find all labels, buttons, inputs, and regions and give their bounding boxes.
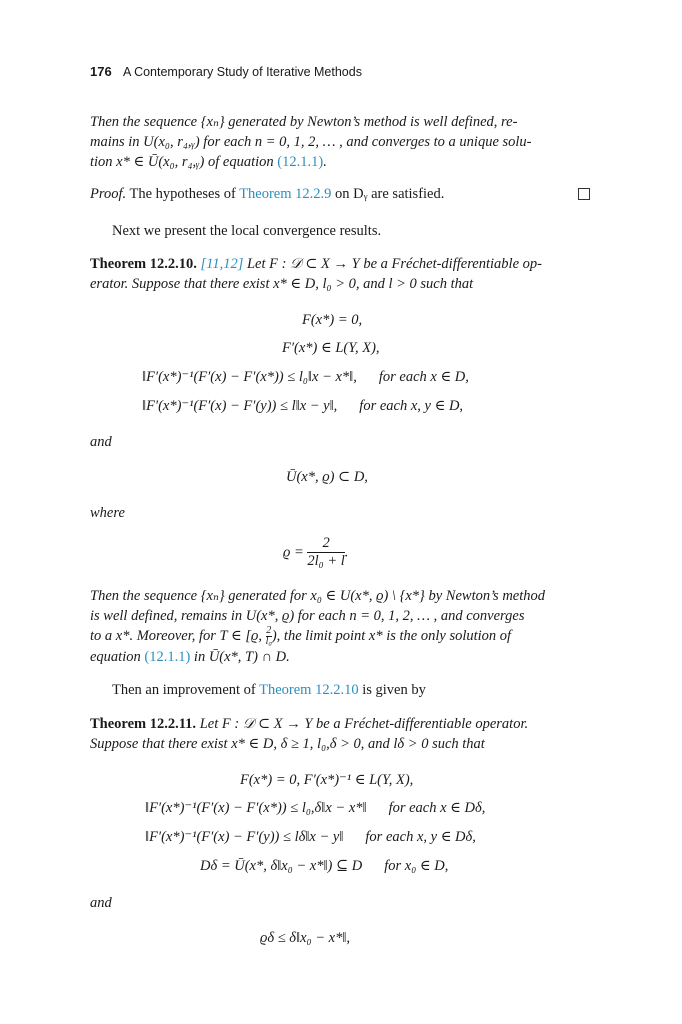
connective-and: and [90, 434, 112, 450]
equation: ‖F′(x*)⁻¹(F′(x) − F′(x*)) ≤ l₀,δ‖x − x*‖ for each x ∈ Dδ, [145, 800, 486, 816]
theorem-label: Theorem 12.2.10. [90, 256, 197, 272]
citation-link[interactable]: [11,12] [200, 256, 244, 272]
equation: ‖F′(x*)⁻¹(F′(x) − F′(y)) ≤ lδ‖x − y‖ for each x, y ∈ Dδ, [145, 829, 476, 845]
transition-paragraph: Then an improvement of Theorem 12.2.10 is given by [112, 682, 426, 698]
theorem-label: Theorem 12.2.11. [90, 716, 197, 732]
theorem-link[interactable]: Theorem 12.2.9 [239, 186, 332, 202]
text-line: mains in U(x₀, r₄,ᵧ) for each n = 0, 1, 2, … , and converges to a unique solu- [90, 134, 532, 150]
equation-link[interactable]: (12.1.1) [144, 649, 191, 666]
equation-condition: for each x, y ∈ D, [359, 398, 464, 414]
qed-box-icon [578, 188, 590, 200]
equation-condition: for each x ∈ Dδ, [388, 800, 486, 816]
equation: Ū(x*, ϱ) ⊂ D, [286, 469, 368, 485]
theorem-conclusion-paragraph [90, 112, 590, 172]
equation-condition: for each x, y ∈ Dδ, [365, 829, 476, 845]
connective-and: and [90, 895, 112, 911]
equation: F(x*) = 0, F′(x*)⁻¹ ∈ L(Y, X), [240, 772, 414, 788]
page-number: 176 [90, 64, 112, 79]
text-line: Then the sequence {xₙ} generated for x₀ ∈ U(x*, ϱ) \ {x*} by Newton’s method [90, 588, 546, 604]
equation: ϱδ ≤ δ‖x₀ − x*‖, [260, 930, 351, 946]
theorem-12-2-11 [90, 714, 590, 754]
text-line: Theorem 12.2.11. Let F : 𝒟 ⊂ X → Y be a Fréchet-differentiable operator. [90, 716, 529, 732]
intro-paragraph: Next we present the local convergence results. [112, 223, 382, 239]
text-line: Then the sequence {xₙ} generated by Newton’s method is well defined, re- [90, 114, 518, 130]
proof-paragraph: Proof. The hypotheses of Theorem 12.2.9 on Dᵧ are satisfied. [90, 184, 590, 204]
running-title: A Contemporary Study of Iterative Methods [122, 65, 362, 79]
equation: ‖F′(x*)⁻¹(F′(x) − F′(y)) ≤ l‖x − y‖, for each x, y ∈ D, [142, 398, 464, 414]
text-line: Suppose that there exist x* ∈ D, δ ≥ 1, l₀,δ > 0, and lδ > 0 such that [90, 736, 485, 752]
small-fraction: $\frac{2}{\text{l₀}}$ [265, 625, 272, 648]
text-line: Theorem 12.2.10. [11,12] Let F : 𝒟 ⊂ X → Y be a Fréchet-differentiable op- [90, 256, 542, 272]
text-line: is well defined, remains in U(x*, ϱ) for each n = 0, 1, 2, … , and converges [90, 608, 525, 624]
equation-link[interactable]: (12.1.1) [277, 154, 324, 170]
equation: F′(x*) ∈ L(Y, X), [282, 340, 380, 356]
text-line: erator. Suppose that there exist x* ∈ D, l₀ > 0, and l > 0 such that [90, 276, 474, 292]
theorem-conclusion-paragraph [90, 586, 590, 667]
text-line: tion x* ∈ Ū(x₀, r₄,ᵧ) of equation (12.1.1). [90, 154, 327, 170]
text-line: to a x*. Moreover, for T ∈ [ϱ, $\frac{2}{\text{l₀}}$ ), the limit point x* is the only solution of [90, 625, 512, 648]
fraction: $\frac{2}{\text{2l₀ + l}}$ [307, 535, 345, 569]
rho-equation: ϱ = $\frac{2}{\text{2l₀ + l}}$ . [283, 535, 349, 569]
equation: F(x*) = 0, [302, 312, 363, 328]
equation: Dδ = Ū(x*, δ‖x₀ − x*‖) ⊆ D for x₀ ∈ D, [200, 858, 449, 874]
text-line: equation (12.1.1) in Ū(x*, T) ∩ D. [90, 649, 290, 666]
running-header [90, 64, 362, 80]
equation-condition: for each x ∈ D, [378, 369, 469, 385]
equation-condition: for x₀ ∈ D, [384, 858, 449, 874]
proof-label: Proof. [90, 186, 127, 202]
equation: ‖F′(x*)⁻¹(F′(x) − F′(x*)) ≤ l₀‖x − x*‖, for each x ∈ D, [142, 369, 469, 385]
theorem-link[interactable]: Theorem 12.2.10 [259, 682, 359, 698]
connective-where: where [90, 505, 125, 521]
theorem-12-2-10 [90, 254, 590, 294]
